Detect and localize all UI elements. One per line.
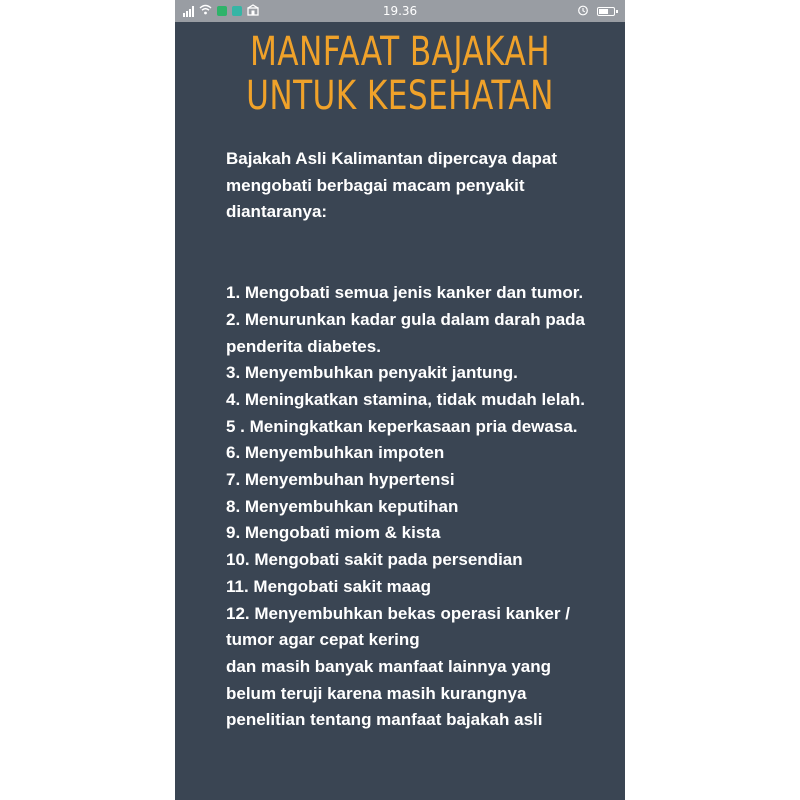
alarm-icon (577, 4, 589, 19)
list-item: 2. Menurunkan kadar gula dalam darah pada penderita diabetes. (226, 309, 585, 356)
closing-paragraph: dan masih banyak manfaat lainnya yang belum teruji karena masih kurangnya penelitian tentang manfaat bajakah asli (226, 656, 552, 730)
list-item: 4. Meningkatkan stamina, tidak mudah lelah. (226, 389, 585, 409)
list-item: 11. Mengobati sakit maag (226, 576, 432, 596)
list-item: 1. Mengobati semua jenis kanker dan tumor. (226, 283, 584, 303)
title-line-1: MANFAAT BAJAKAH (249, 29, 551, 75)
list-item: 7. Menyembuhan hypertensi (226, 470, 455, 490)
article-body (226, 146, 596, 734)
status-bar (175, 0, 625, 22)
list-item: 3. Menyembuhkan penyakit jantung. (226, 363, 518, 383)
list-item: 5 . Meningkatkan keperkasaan pria dewasa. (226, 416, 578, 436)
intro-paragraph: Bajakah Asli Kalimantan dipercaya dapat mengobati berbagai macam penyakit diantaranya: (226, 149, 557, 222)
list-item: 8. Menyembuhkan keputihan (226, 496, 459, 516)
status-right-icons (577, 4, 615, 18)
article-title (225, 30, 576, 118)
list-item: 6. Menyembuhkan impoten (226, 443, 445, 463)
benefits-list (226, 280, 596, 734)
battery-icon (597, 7, 615, 16)
list-item: 12. Menyembuhkan bekas operasi kanker / tumor agar cepat kering (226, 603, 570, 650)
list-item: 9. Mengobati miom & kista (226, 523, 441, 543)
list-item: 10. Mengobati sakit pada persendian (226, 550, 523, 570)
status-time: 19.36 (382, 4, 418, 18)
title-line-2: UNTUK KESEHATAN (246, 73, 554, 119)
phone-screen (175, 0, 625, 800)
